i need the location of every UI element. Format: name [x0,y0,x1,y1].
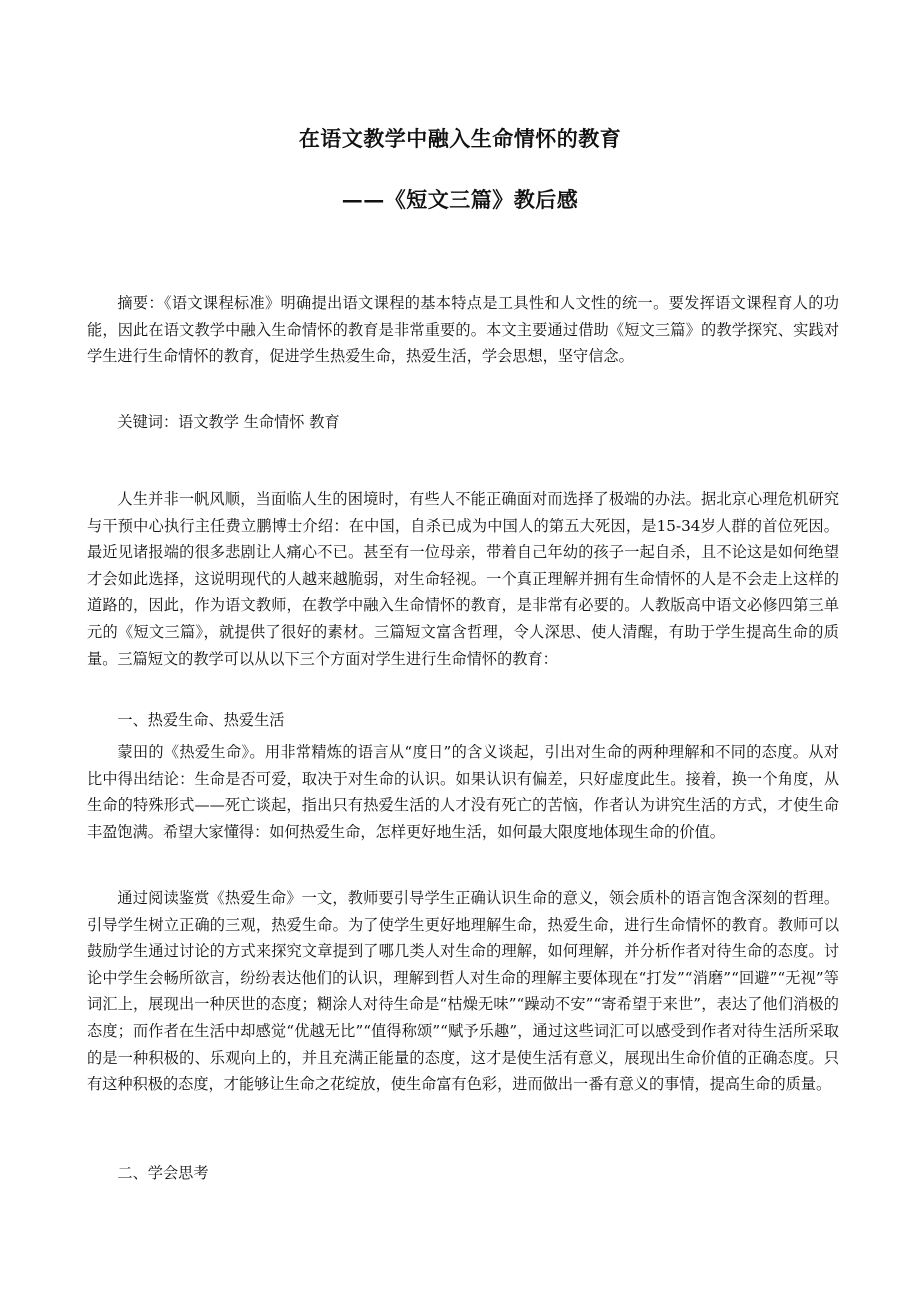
section-heading-2: 二、学会思考 [117,1164,209,1182]
document-title: 在语文教学中融入生命情怀的教育 [298,126,622,151]
section-heading-1: 一、热爱生命、热爱生活 [117,711,285,729]
body-paragraph-1: 人生并非一帆风顺，当面临人生的困境时，有些人不能正确面对而选择了极端的办法。据北京心理危机研究与干预中心执行主任费立鹏博士介绍：在中国，自杀已成为中国人的第五大死因，是15-34岁人群的首位死因。最近见诸报端的很多悲剧让人痛心不已。甚至有一位母亲，带着自己年幼的孩子一起自杀，且不论这是如何绝望才会如此选择，这说明现代的人越来越脆弱，对生命轻视。一个真正理解并拥有生命情怀的人是不会走上这样的道路的，因此，作为语文教师，在教学中融入生命情怀的教育，是非常有必要的。人教版高中语文必修四第三单元的《短文三篇》，就提供了很好的素材。三篇短文富含哲理，令人深思、使人清醒，有助于学生提高生命的质量。三篇短文的教学可以从以下三个方面对学生进行生命情怀的教育： [87,490,839,668]
document-subtitle: ——《短文三篇》教后感 [341,187,579,212]
abstract-paragraph: 摘要：《语文课程标准》明确提出语文课程的基本特点是工具性和人文性的统一。要发挥语文课程育人的功能，因此在语文教学中融入生命情怀的教育是非常重要的。本文主要通过借助《短文三篇》的教学探究、实践对学生进行生命情怀的教育，促进学生热爱生命，热爱生活，学会思想，坚守信念。 [87,294,839,366]
body-paragraph-2: 蒙田的《热爱生命》。用非常精炼的语言从“度日”的含义谈起，引出对生命的两种理解和不同的态度。从对比中得出结论：生命是否可爱，取决于对生命的认识。如果认识有偏差，只好虚度此生。接着，换一个角度，从生命的特殊形式——死亡谈起，指出只有热爱生活的人才没有死亡的苦恼，作者认为讲究生活的方式，才使生命丰盈饱满。希望大家懂得：如何热爱生命，怎样更好地生活，如何最大限度地体现生命的价值。 [87,743,839,841]
keywords-line: 关键词：语文教学 生命情怀 教育 [117,413,340,431]
body-paragraph-3: 通过阅读鉴赏《热爱生命》一文，教师要引导学生正确认识生命的意义，领会质朴的语言饱含深刻的哲理。引导学生树立正确的三观，热爱生命。为了使学生更好地理解生命，热爱生命，进行生命情怀的教育。教师可以鼓励学生通过讨论的方式来探究文章提到了哪几类人对生命的理解，如何理解，并分析作者对待生命的态度。讨论中学生会畅所欲言，纷纷表达他们的认识，理解到哲人对生命的理解主要体现在“打发”“消磨”“回避”“无视”等词汇上，展现出一种厌世的态度；糊涂人对待生命是“枯燥无味”“躁动不安”“寄希望于来世”，表达了他们消极的态度；而作者在生活中却感觉“优越无比”“值得称颂”“赋予乐趣”，通过这些词汇可以感受到作者对待生活所采取的是一种积极的、乐观向上的，并且充满正能量的态度，这才是使生活有意义，展现出生命价值的正确态度。只有这种积极的态度，才能够让生命之花绽放，使生命富有色彩，进而做出一番有意义的事情，提高生命的质量。 [87,889,839,1094]
